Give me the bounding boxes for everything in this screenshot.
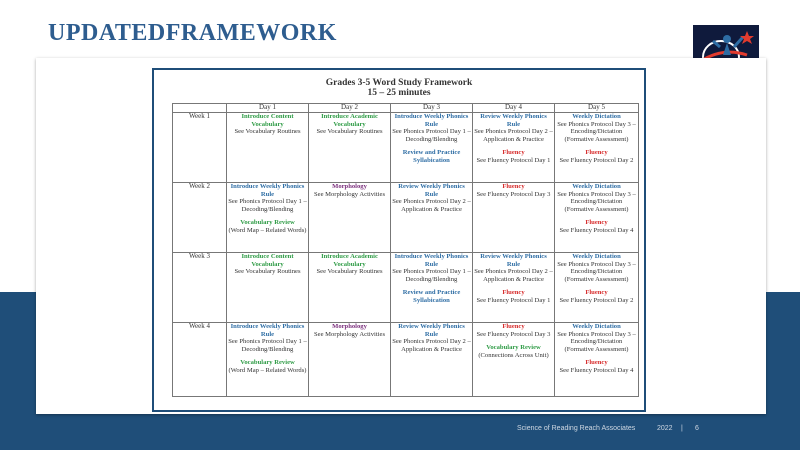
activity-detail: See Phonics Protocol Day 1 – Decoding/Blending bbox=[392, 268, 471, 283]
footer-separator: | bbox=[681, 425, 683, 432]
activity-heading: Review Weekly Phonics Rule bbox=[480, 253, 547, 268]
schedule-cell bbox=[391, 323, 473, 397]
activity-detail: See Fluency Protocol Day 1 bbox=[476, 296, 551, 304]
activity-detail: See Phonics Protocol Day 3 – Encoding/Dictation (Formative Assessment) bbox=[557, 120, 636, 143]
activity-heading: Introduce Weekly Phonics Rule bbox=[230, 183, 305, 198]
framework-table bbox=[172, 103, 639, 397]
activity-detail: See Phonics Protocol Day 1 – Decoding/Blending bbox=[228, 338, 307, 353]
framework-document bbox=[152, 68, 646, 412]
activity-heading: Introduce Academic Vocabulary bbox=[321, 113, 378, 128]
schedule-cell bbox=[391, 113, 473, 183]
day-header: Day 2 bbox=[309, 104, 391, 113]
activity-heading: Fluency bbox=[585, 219, 608, 227]
schedule-cell bbox=[473, 323, 555, 397]
activity-heading: Fluency bbox=[502, 183, 525, 190]
activity-detail: See Fluency Protocol Day 1 bbox=[476, 156, 551, 164]
activity-detail: See Vocabulary Routines bbox=[234, 128, 301, 136]
activity-detail: See Phonics Protocol Day 1 – Decoding/Blending bbox=[228, 198, 307, 213]
week-row bbox=[173, 113, 639, 183]
activity-detail: See Vocabulary Routines bbox=[316, 268, 383, 276]
week-label: Week 3 bbox=[173, 253, 227, 323]
schedule-cell bbox=[473, 253, 555, 323]
schedule-cell bbox=[391, 253, 473, 323]
footer-organization: Science of Reading Reach Associates bbox=[517, 425, 636, 432]
activity-heading: Morphology bbox=[332, 183, 367, 190]
activity-detail: See Vocabulary Routines bbox=[234, 268, 301, 276]
activity-heading: Introduce Content Vocabulary bbox=[241, 113, 294, 128]
day-header: Day 5 bbox=[555, 104, 639, 113]
day-header: Day 1 bbox=[227, 104, 309, 113]
activity-heading: Fluency bbox=[502, 289, 525, 297]
activity-heading: Review and Practice Syllabication bbox=[402, 289, 461, 304]
activity-detail: See Fluency Protocol Day 4 bbox=[559, 366, 634, 374]
activity-heading: Review and Practice Syllabication bbox=[402, 149, 461, 164]
activity-detail: See Fluency Protocol Day 2 bbox=[559, 156, 634, 164]
footer-page-number: 6 bbox=[695, 425, 699, 432]
activity-heading: Introduce Weekly Phonics Rule bbox=[230, 323, 305, 338]
activity-heading: Morphology bbox=[332, 323, 367, 330]
document-title: Grades 3-5 Word Study Framework bbox=[325, 78, 473, 88]
activity-detail: See Phonics Protocol Day 2 – Application & Practice bbox=[392, 338, 471, 353]
activity-detail: See Phonics Protocol Day 3 – Encoding/Dictation (Formative Assessment) bbox=[557, 260, 636, 283]
activity-heading: Weekly Dictation bbox=[572, 253, 621, 260]
activity-detail: See Phonics Protocol Day 3 – Encoding/Dictation (Formative Assessment) bbox=[557, 190, 636, 213]
activity-heading: Introduce Content Vocabulary bbox=[241, 253, 294, 268]
activity-heading: Weekly Dictation bbox=[572, 183, 621, 190]
activity-heading: Review Weekly Phonics Rule bbox=[398, 323, 465, 338]
week-label: Week 4 bbox=[173, 323, 227, 397]
activity-heading: Introduce Weekly Phonics Rule bbox=[394, 253, 469, 268]
schedule-cell bbox=[555, 113, 639, 183]
activity-heading: Fluency bbox=[502, 149, 525, 157]
slide-title: UPDATEDFRAMEWORK bbox=[48, 20, 337, 46]
activity-heading: Review Weekly Phonics Rule bbox=[480, 113, 547, 128]
activity-heading: Fluency bbox=[585, 149, 608, 157]
activity-detail: See Morphology Activities bbox=[313, 190, 386, 198]
footer-year: 2022 bbox=[657, 425, 673, 432]
schedule-cell bbox=[555, 323, 639, 397]
activity-heading: Fluency bbox=[502, 323, 525, 330]
activity-detail: See Fluency Protocol Day 2 bbox=[559, 296, 634, 304]
schedule-cell bbox=[555, 253, 639, 323]
activity-heading: Fluency bbox=[585, 359, 608, 367]
activity-detail: See Fluency Protocol Day 3 bbox=[476, 330, 551, 338]
activity-detail: See Phonics Protocol Day 2 – Application & Practice bbox=[474, 268, 553, 283]
activity-heading: Fluency bbox=[585, 289, 608, 297]
header-row bbox=[173, 104, 639, 113]
week-row bbox=[173, 183, 639, 253]
schedule-cell bbox=[227, 323, 309, 397]
activity-detail: See Phonics Protocol Day 3 – Encoding/Dictation (Formative Assessment) bbox=[557, 330, 636, 353]
schedule-cell bbox=[227, 183, 309, 253]
activity-detail: See Phonics Protocol Day 2 – Application & Practice bbox=[392, 198, 471, 213]
activity-detail: See Phonics Protocol Day 1 – Decoding/Blending bbox=[392, 128, 471, 143]
corner-cell bbox=[173, 104, 227, 113]
activity-heading: Vocabulary Review bbox=[240, 359, 295, 367]
week-label: Week 1 bbox=[173, 113, 227, 183]
schedule-cell bbox=[309, 253, 391, 323]
activity-detail: See Vocabulary Routines bbox=[316, 128, 383, 136]
schedule-cell bbox=[391, 183, 473, 253]
activity-heading: Introduce Weekly Phonics Rule bbox=[394, 113, 469, 128]
day-header: Day 4 bbox=[473, 104, 555, 113]
schedule-cell bbox=[473, 183, 555, 253]
schedule-cell bbox=[309, 183, 391, 253]
week-label: Week 2 bbox=[173, 183, 227, 253]
week-row bbox=[173, 323, 639, 397]
activity-heading: Review Weekly Phonics Rule bbox=[398, 183, 465, 198]
schedule-cell bbox=[555, 183, 639, 253]
activity-detail: (Word Map – Related Words) bbox=[228, 226, 307, 234]
activity-heading: Weekly Dictation bbox=[572, 323, 621, 330]
activity-heading: Vocabulary Review bbox=[486, 344, 541, 352]
activity-detail: See Morphology Activities bbox=[313, 330, 386, 338]
activity-detail: (Word Map – Related Words) bbox=[228, 366, 307, 374]
activity-heading: Introduce Academic Vocabulary bbox=[321, 253, 378, 268]
day-header: Day 3 bbox=[391, 104, 473, 113]
activity-detail: See Fluency Protocol Day 3 bbox=[476, 190, 551, 198]
activity-heading: Weekly Dictation bbox=[572, 113, 621, 120]
activity-detail: See Fluency Protocol Day 4 bbox=[559, 226, 634, 234]
schedule-cell bbox=[227, 113, 309, 183]
schedule-cell bbox=[227, 253, 309, 323]
schedule-cell bbox=[309, 113, 391, 183]
schedule-cell bbox=[473, 113, 555, 183]
week-row bbox=[173, 253, 639, 323]
document-subtitle: 15 – 25 minutes bbox=[367, 88, 431, 98]
activity-detail: (Connections Across Unit) bbox=[478, 351, 549, 359]
schedule-cell bbox=[309, 323, 391, 397]
activity-detail: See Phonics Protocol Day 2 – Application & Practice bbox=[474, 128, 553, 143]
activity-heading: Vocabulary Review bbox=[240, 219, 295, 227]
